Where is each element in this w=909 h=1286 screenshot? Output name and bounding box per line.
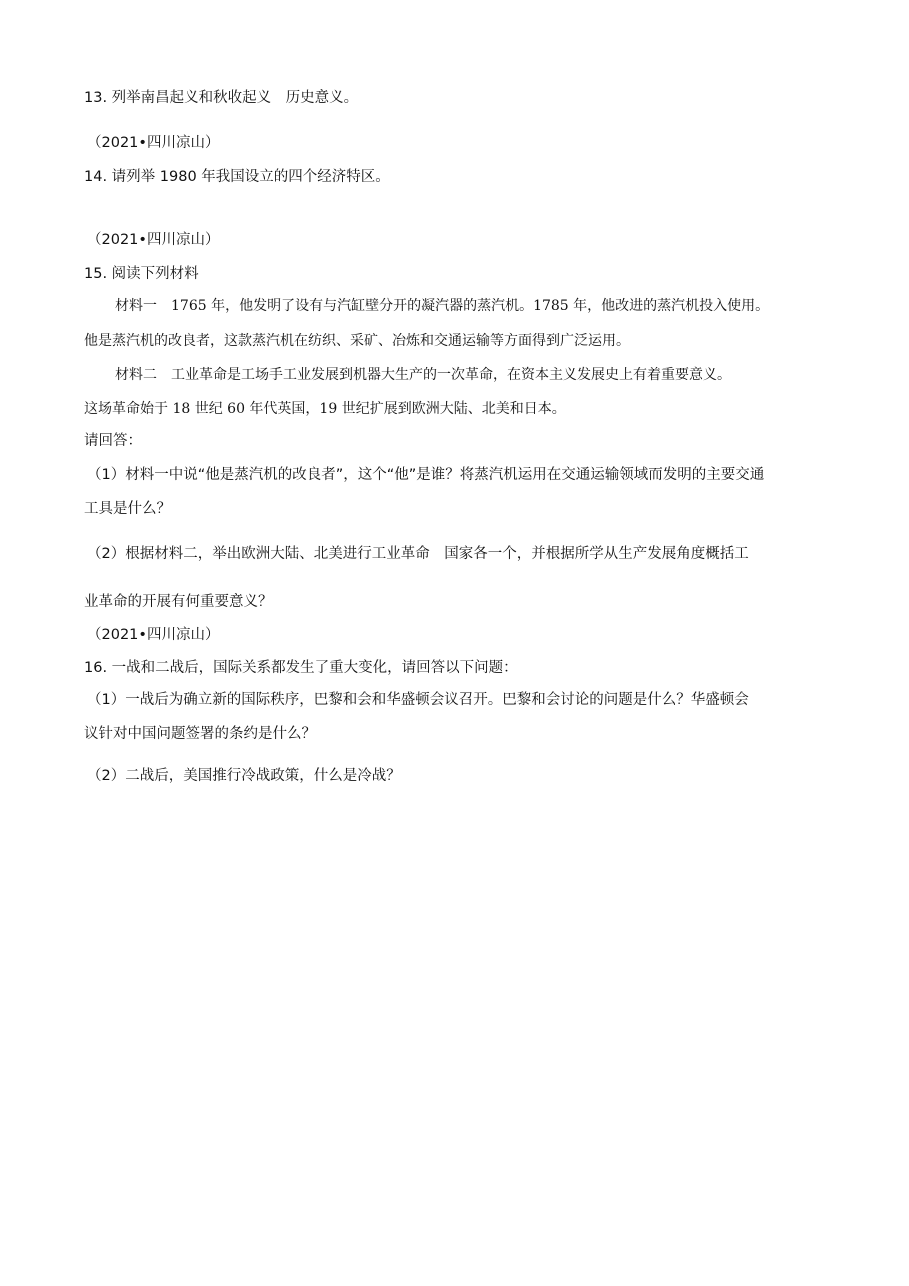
q14-source: （2021•四川凉山） (87, 135, 220, 151)
material1-line1: 材料一 1765 年，他发明了设有与汽缸壁分开的凝汽器的蒸汽机。1785 年，他改进的蒸汽机投入使用。 (115, 298, 770, 314)
q15-sub2-line2: 业革命的开展有何重要意义？ (84, 594, 273, 610)
material2-line2: 这场革命始于 18 世纪 60 年代英国，19 世纪扩展到欧洲大陆、北美和日本。 (84, 401, 566, 417)
material2-line1: 材料二 工业革命是工场手工业发展到机器大生产的一次革命，在资本主义发展史上有着重要意义。 (115, 367, 731, 383)
q16-source: （2021•四川凉山） (87, 627, 220, 643)
q15-sub1-line1: （1）材料一中说“他是蒸汽机的改良者”，这个“他”是谁？将蒸汽机运用在交通运输领域而发明的主要交通 (87, 467, 765, 483)
q13-text: 13. 列举南昌起义和秋收起义 历史意义。 (84, 90, 359, 106)
q14-text: 14. 请列举 1980 年我国设立的四个经济特区。 (84, 169, 390, 185)
q16-sub1-line1: （1）一战后为确立新的国际秩序，巴黎和会和华盛顿会议召开。巴黎和会讨论的问题是什么？华盛顿会 (87, 692, 749, 708)
q15-sub2-line1: （2）根据材料二，举出欧洲大陆、北美进行工业革命 国家各一个，并根据所学从生产发展角度概括工 (87, 546, 749, 562)
q16-sub1-line2: 议针对中国问题签署的条约是什么？ (84, 726, 316, 742)
q16-text: 16. 一战和二战后，国际关系都发生了重大变化，请回答以下问题： (84, 660, 518, 676)
q15-prompt: 请回答： (84, 433, 142, 449)
q15-source: （2021•四川凉山） (87, 232, 220, 248)
q15-sub1-line2: 工具是什么？ (84, 501, 171, 517)
material1-line2: 他是蒸汽机的改良者，这款蒸汽机在纺织、采矿、冶炼和交通运输等方面得到广泛运用。 (84, 333, 630, 349)
q15-text: 15. 阅读下列材料 (84, 266, 199, 282)
q16-sub2-line1: （2）二战后，美国推行冷战政策，什么是冷战？ (87, 768, 401, 784)
